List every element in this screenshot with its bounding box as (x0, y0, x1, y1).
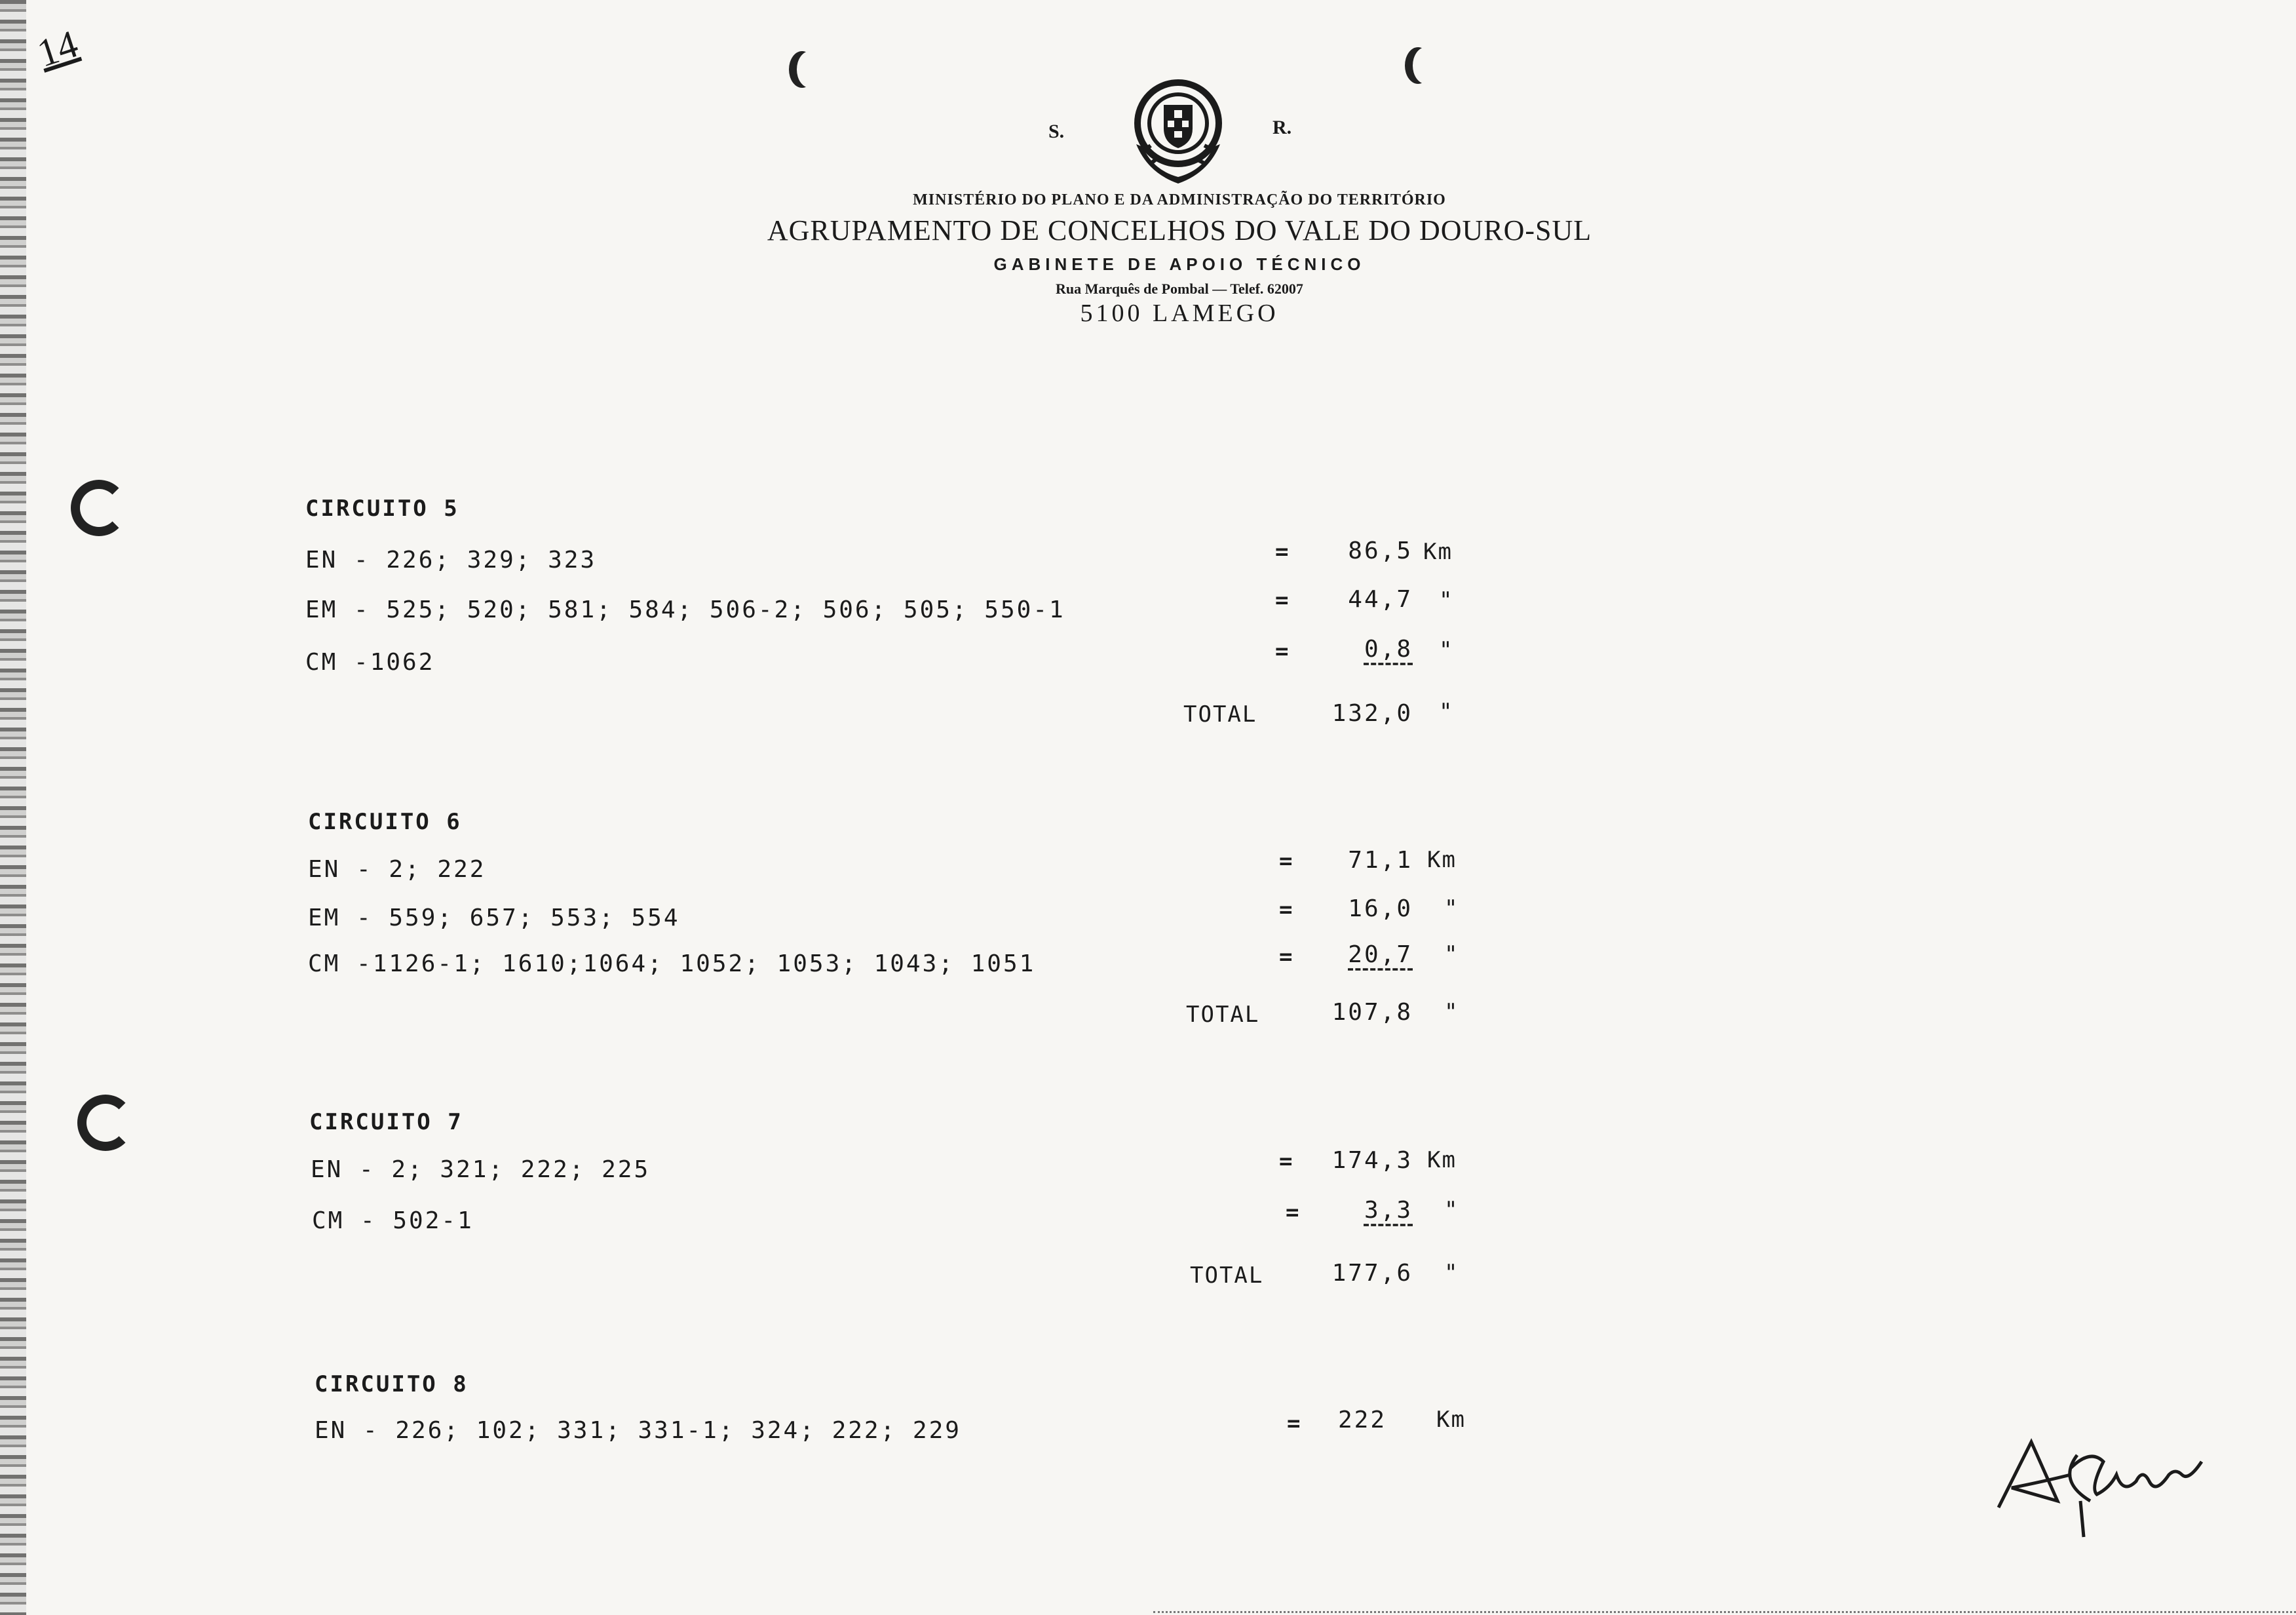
total-value: 177,6 (1331, 1260, 1413, 1287)
distance-value: 3,3 (1364, 1197, 1413, 1224)
distance-unit: " (1439, 637, 1454, 663)
route-line: EN - 226; 329; 323 (305, 547, 597, 574)
distance-unit: " (1444, 1197, 1459, 1223)
distance-unit: Km (1427, 1147, 1457, 1173)
distance-unit: Km (1436, 1407, 1466, 1433)
bottom-rule (1153, 1611, 2296, 1613)
total-unit: " (1444, 1260, 1459, 1286)
total-label: TOTAL (1186, 1002, 1260, 1028)
coat-of-arms-icon (1118, 72, 1238, 190)
circuit-title: CIRCUITO 7 (309, 1109, 463, 1135)
route-line: CM -1062 (305, 649, 435, 676)
binder-mark-icon (1413, 47, 1439, 84)
circuit-title: CIRCUITO 6 (308, 809, 462, 835)
distance-value: 20,7 (1348, 941, 1413, 968)
equals-sign: = (1279, 1148, 1293, 1175)
scanned-left-edge (0, 0, 26, 1615)
handwritten-page-number: 14 (32, 22, 83, 75)
distance-value: 71,1 (1348, 847, 1413, 874)
binder-mark-icon (797, 51, 823, 88)
equals-sign: = (1287, 1411, 1301, 1437)
distance-value: 86,5 (1348, 537, 1413, 564)
office-name: GABINETE DE APOIO TÉCNICO (993, 254, 1366, 274)
total-value: 132,0 (1331, 700, 1413, 727)
route-line: EM - 525; 520; 581; 584; 506-2; 506; 505; 550-1 (305, 596, 1065, 623)
distance-unit: " (1444, 941, 1459, 967)
total-unit: " (1439, 699, 1454, 725)
route-line: EN - 2; 321; 222; 225 (311, 1156, 651, 1183)
distance-unit: " (1439, 587, 1454, 613)
ministry-name: MINISTÉRIO DO PLANO E DA ADMINISTRAÇÃO DO TERRITÓRIO (913, 191, 1446, 208)
route-line: EM - 559; 657; 553; 554 (308, 905, 680, 931)
distance-unit: " (1444, 895, 1459, 922)
distance-value: 44,7 (1348, 586, 1413, 613)
equals-sign: = (1275, 638, 1289, 665)
equals-sign: = (1279, 848, 1293, 874)
equals-sign: = (1279, 944, 1293, 970)
office-address: Rua Marquês de Pombal — Telef. 62007 (1056, 281, 1303, 297)
equals-sign: = (1279, 897, 1293, 923)
total-value: 107,8 (1331, 999, 1413, 1026)
circuit-title: CIRCUITO 5 (305, 496, 459, 522)
handwritten-signature-icon (1992, 1429, 2228, 1540)
total-label: TOTAL (1190, 1262, 1264, 1289)
distance-value: 16,0 (1348, 895, 1413, 922)
equals-sign: = (1286, 1199, 1299, 1226)
route-line: EN - 226; 102; 331; 331-1; 324; 222; 229 (315, 1417, 961, 1444)
seal-letter-s: S. (1048, 121, 1065, 142)
equals-sign: = (1275, 539, 1289, 565)
circuit-title: CIRCUITO 8 (315, 1371, 469, 1397)
equals-sign: = (1275, 587, 1289, 613)
binder-hole-icon (71, 480, 127, 536)
organization-name: AGRUPAMENTO DE CONCELHOS DO VALE DO DOURO-SUL (767, 214, 1592, 246)
total-label: TOTAL (1183, 701, 1257, 728)
distance-unit: Km (1423, 539, 1453, 565)
distance-value: 0,8 (1364, 636, 1413, 663)
route-line: EN - 2; 222 (308, 856, 486, 883)
distance-value: 222 (1337, 1407, 1387, 1433)
total-unit: " (1444, 999, 1459, 1025)
binder-hole-icon (77, 1095, 134, 1151)
route-line: CM - 502-1 (312, 1207, 474, 1234)
office-city: 5100 LAMEGO (1080, 300, 1279, 327)
seal-letter-r: R. (1272, 117, 1292, 138)
distance-unit: Km (1427, 847, 1457, 873)
route-line: CM -1126-1; 1610;1064; 1052; 1053; 1043; 1051 (308, 950, 1036, 977)
distance-value: 174,3 (1331, 1147, 1413, 1174)
